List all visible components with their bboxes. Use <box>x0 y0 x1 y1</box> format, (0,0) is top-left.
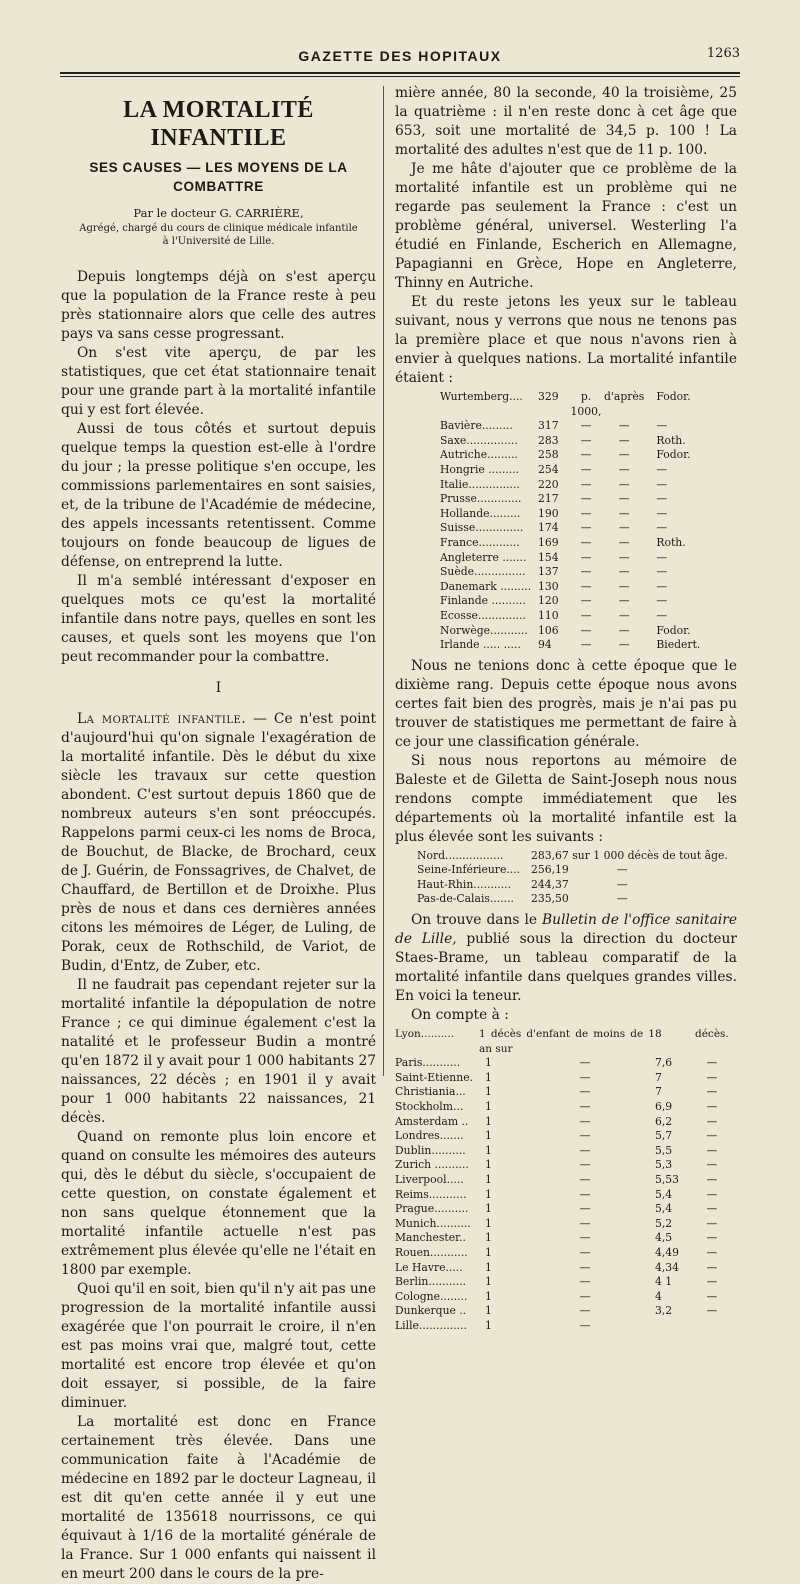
ratio-value: 5,4 <box>655 1187 673 1201</box>
table-cell: 1 <box>485 1129 492 1143</box>
table-cell: — <box>580 433 592 447</box>
table-cell: — <box>579 1187 591 1201</box>
city-name: Le Havre..... <box>395 1260 463 1274</box>
table-cell: — <box>618 492 630 506</box>
bulletin-title: Bulletin de l'office sanitaire de Lille, <box>395 912 737 948</box>
table-cell: — <box>706 1275 718 1289</box>
paragraph: Il m'a semblé intéressant d'exposer en quelques mots ce qu'est la mortalité infantile dans notre pays, quelles en sont les causes, et quels sont les moyens que l'on peut recommander pour la combattre. <box>61 573 376 665</box>
table-cell: 1 <box>485 1304 492 1318</box>
table-cell: — <box>579 1143 591 1157</box>
city-name: Prague.......... <box>395 1202 469 1216</box>
table-cell: 1 <box>485 1085 492 1099</box>
header-rule-thin <box>60 76 740 77</box>
table-row <box>395 1246 729 1261</box>
ratio-value: 5,7 <box>655 1129 673 1143</box>
ratio-value: 6,2 <box>655 1114 673 1128</box>
table-row <box>395 1173 729 1188</box>
mortality-value: 254 <box>538 462 559 476</box>
section-heading: La mortalité infantile. <box>77 711 247 727</box>
country-name: Hongrie ......... <box>440 462 520 476</box>
table-row <box>395 551 736 566</box>
table-cell: — <box>706 1056 718 1070</box>
table-cell: — <box>580 550 592 564</box>
table-cell: — <box>618 462 630 476</box>
table-cell: — <box>706 1173 718 1186</box>
table-row <box>395 878 728 893</box>
table-row <box>395 594 736 609</box>
mortality-value: 130 <box>538 579 559 593</box>
table-cell: — <box>580 419 592 433</box>
affiliation-line-1: Agrégé, chargé du cours de clinique médicale infantile <box>79 223 358 234</box>
data-source: Roth. <box>656 535 686 549</box>
table-cell: — <box>579 1318 591 1332</box>
mortality-value: 244,37 — <box>531 877 628 891</box>
ratio-value: 5,53 <box>655 1173 680 1186</box>
table-cell: — <box>579 1173 591 1186</box>
mortality-value: 220 <box>538 477 559 491</box>
paragraph: Aussi de tous côtés et surtout depuis quelque temps la question est-elle à l'ordre du jour ; la presse politique s'en occupe, les commissions parlementaires en sont saisies, et, de la tribune de l'Académie de médecine, des appels incessants retentissent. Comme toujours on fonde beaucoup de ligues de défense, on entreprend la lutte. <box>61 421 376 570</box>
table-row <box>395 1129 729 1144</box>
country-name: Danemark ......... <box>440 579 532 593</box>
table-cell: — <box>618 535 630 549</box>
mortality-value: 317 <box>538 419 559 433</box>
table-cell: — <box>618 506 630 520</box>
ratio-value: 5,2 <box>655 1216 673 1230</box>
ratio-value: 6,9 <box>655 1100 673 1114</box>
paragraph: Nous ne tenions donc à cette époque que le dixième rang. Depuis cette époque nous avons certes fait bien des progrès, mais je n'ai pas pu trouver de statistiques me permettant de faire à ce jour une classification générale. <box>395 657 737 750</box>
table-cell: 1 <box>485 1318 492 1332</box>
city-name: Manchester.. <box>395 1231 466 1245</box>
ratio-value: 5,4 <box>655 1202 673 1216</box>
table-cell: — <box>579 1129 591 1143</box>
city-name: Munich.......... <box>395 1216 471 1230</box>
table-cell: — <box>706 1085 718 1099</box>
table-header-unit: décès. <box>695 1028 729 1041</box>
table-cell: — <box>706 1129 718 1143</box>
table-cell: 1 <box>485 1056 492 1070</box>
country-name: Autriche......... <box>440 448 518 462</box>
country-name: Prusse............. <box>440 492 522 506</box>
city-name: Paris........... <box>395 1056 461 1070</box>
table-cell: — <box>580 565 592 579</box>
mortality-value: 120 <box>538 594 559 608</box>
table-cell: 1 <box>485 1260 492 1274</box>
table-row <box>395 1261 729 1276</box>
table-cell: — <box>579 1275 591 1289</box>
mortality-value: 110 <box>538 608 559 622</box>
table-cell: — <box>580 521 592 535</box>
city-name: Saint-Etienne. <box>395 1070 474 1084</box>
table-row <box>395 580 736 595</box>
table-cell: — <box>579 1070 591 1084</box>
table-cell: — <box>706 1187 718 1201</box>
paragraph: Depuis longtemps déjà on s'est aperçu que la population de la France reste à peu près stationnaire alors que celle des autres pays va sans cesse progressant. <box>61 269 376 342</box>
data-source: — <box>656 521 668 535</box>
data-source: — <box>656 608 668 622</box>
table-cell: 1 <box>485 1275 492 1289</box>
table-cell: — <box>580 579 592 593</box>
table-row <box>395 1144 729 1159</box>
ratio-value: 7,6 <box>655 1056 673 1070</box>
table-row <box>395 521 736 536</box>
table-row <box>395 1158 729 1173</box>
paragraph: La mortalité est donc en France certainement très élevée. Dans une communication faite à l'Académie de médecine en 1892 par le docteur Lagneau, il est dit qu'en cette année il y eut une mortalité de 135618 nourrissons, ce qui équivaut à 1/16 de la mortalité générale de la France. Sur 1 000 enfants qui naissent il en meurt 200 dans le cours de la pre- <box>61 1414 376 1582</box>
table-row <box>395 1319 729 1334</box>
city-name: Rouen........... <box>395 1245 468 1259</box>
table-cell: — <box>580 462 592 476</box>
city-name: Liverpool..... <box>395 1173 464 1186</box>
table-row <box>395 849 728 864</box>
table-cell: — <box>580 448 592 462</box>
article-subtitle: SES CAUSES — LES MOYENS DE LA COMBATTRE <box>89 160 348 194</box>
table-row <box>395 434 736 449</box>
table-cell: — <box>706 1289 718 1303</box>
table-cell: — <box>706 1070 718 1084</box>
departments-mortality-table <box>395 849 728 907</box>
country-name: Bavière......... <box>440 419 513 433</box>
mortality-value: 256,19 — <box>531 863 628 877</box>
table-cell: Lyon.......... <box>395 1028 455 1041</box>
page-header <box>60 46 740 70</box>
page-number: 1263 <box>706 46 740 61</box>
data-source: — <box>656 579 668 593</box>
table-cell: 1 <box>485 1070 492 1084</box>
table-cell: 1 <box>485 1216 492 1230</box>
city-name: Dublin.......... <box>395 1143 466 1157</box>
data-source: Fodor. <box>656 390 691 403</box>
city-name: Berlin........... <box>395 1275 467 1289</box>
city-name: Amsterdam .. <box>395 1114 469 1128</box>
table-cell: — <box>618 521 630 535</box>
ratio-value: 4,34 <box>655 1260 680 1274</box>
table-cell: d'après <box>604 390 645 403</box>
table-cell: — <box>579 1085 591 1099</box>
table-cell: 1 <box>485 1187 492 1201</box>
data-source: — <box>656 506 668 520</box>
ratio-value: 4 1 <box>655 1275 673 1289</box>
table-header-value: 8 <box>655 1028 662 1041</box>
city-name: Christiania... <box>395 1085 466 1099</box>
table-cell: — <box>580 594 592 608</box>
affiliation-line-2: à l'Université de Lille. <box>162 236 275 247</box>
data-source: — <box>656 419 668 433</box>
city-name: Londres....... <box>395 1129 464 1143</box>
paragraph-continued: mière année, 80 la seconde, 40 la troisième, 25 la quatrième : il n'en reste donc à cet âge que 653, soit une mortalité de 34,5 p. 100 ! La mortalité des adultes n'est que de 11 p. 100. <box>395 85 737 158</box>
country-name: Norwège........... <box>440 623 528 637</box>
table-cell: — <box>579 1158 591 1172</box>
table-cell: — <box>706 1216 718 1230</box>
paragraph-section-start <box>61 710 376 976</box>
paragraph: Quoi qu'il en soit, bien qu'il n'y ait pas une progression de la mortalité infantile aussi exagérée que l'on pourrait le croire, il n'en est pas moins vrai que, malgré tout, cette mortalité est encore trop élevée et qu'on doit essayer, si possible, de la faire diminuer. <box>61 1281 376 1411</box>
table-cell: 1 <box>485 1289 492 1303</box>
table-row <box>395 1304 729 1319</box>
department-name: Pas-de-Calais....... <box>417 892 514 906</box>
table-cell: 1 <box>485 1245 492 1259</box>
table-row <box>395 892 728 907</box>
header-rule-thick <box>60 72 740 74</box>
city-name: Stockholm... <box>395 1100 464 1114</box>
ratio-value: 4 <box>655 1289 662 1303</box>
table-cell: — <box>579 1114 591 1128</box>
country-name: Irlande ..... ..... <box>440 638 521 652</box>
table-row <box>395 390 736 419</box>
ratio-value: 4,5 <box>655 1231 673 1245</box>
mortality-value: 217 <box>538 492 559 506</box>
table-row <box>395 1231 729 1246</box>
data-source: Roth. <box>656 433 686 447</box>
table-row <box>395 478 736 493</box>
table-cell: — <box>579 1231 591 1245</box>
table-cell: — <box>706 1158 718 1172</box>
country-name: Angleterre ....... <box>440 550 527 564</box>
table-row <box>395 1202 729 1217</box>
data-source: Fodor. <box>656 448 691 462</box>
table-cell: — <box>706 1100 718 1114</box>
table-cell: — <box>706 1202 718 1216</box>
table-cell: 1 <box>485 1158 492 1172</box>
table-cell <box>695 1319 729 1334</box>
ratio-value: 3,2 <box>655 1304 673 1318</box>
table-cell: — <box>706 1245 718 1259</box>
table-cell: — <box>706 1260 718 1274</box>
ratio-value <box>655 1319 695 1334</box>
data-source: — <box>656 462 668 476</box>
mortality-value: 94 <box>538 638 552 652</box>
table-cell: — <box>580 535 592 549</box>
table-cell: — <box>579 1216 591 1230</box>
countries-mortality-table <box>395 390 736 653</box>
article-byline: Par le docteur G. CARRIÈRE, <box>133 206 304 220</box>
mortality-value: 154 <box>538 550 559 564</box>
table-row <box>395 1071 729 1086</box>
mortality-value: 258 <box>538 448 559 462</box>
table-row <box>395 1188 729 1203</box>
paragraph: On compte à : <box>411 1007 509 1024</box>
table-row <box>395 448 736 463</box>
mortality-value: 235,50 — <box>531 892 628 906</box>
section-text: — Ce n'est point d'aujourd'hui qu'on signale l'exagération de la mortalité infantile. Dès le début du xixe siècle les travaux sur cette question abondent. C'est surtout depuis 1860 que de nombreux auteurs s'en sont préoccupés. Rappelons parmi ceux-ci les noms de Broca, de Bouchut, de Blacke, de Brochard, ceux de J. Guérin, de Fonssagrives, de Chalvet, de Chauffard, de Bertillon et de Droixhe. Plus près de nous et dans ces dernières années citons les mémoires de Léger, de Luling, de Porak, ceux de Rothschild, de Variot, de Budin, d'Entz, de Zuber, etc. <box>61 711 376 974</box>
table-row <box>395 1085 729 1100</box>
table-row <box>395 419 736 434</box>
city-name: Cologne........ <box>395 1289 468 1303</box>
cities-mortality-table <box>395 1027 729 1333</box>
table-row <box>395 1100 729 1115</box>
table-row <box>395 1217 729 1232</box>
data-source: — <box>656 550 668 564</box>
country-name: Ecosse.............. <box>440 608 526 622</box>
table-cell: 1 <box>485 1231 492 1245</box>
table-cell: — <box>618 638 630 652</box>
table-row <box>395 492 736 507</box>
department-name: Nord................. <box>417 848 504 862</box>
table-cell: 1 <box>485 1173 492 1186</box>
data-source: Fodor. <box>656 623 691 637</box>
table-cell: — <box>580 506 592 520</box>
paragraph: Quand on remonte plus loin encore et quand on consulte les mémoires des auteurs qui, dès le début du siècle, s'occupaient de cette question, on constate également et non sans quelque étonnement que la mortalité infantile actuelle n'est pas extrêmement plus élevée qu'elle ne l'était en 1800 par exemple. <box>61 1129 376 1278</box>
mortality-value: 106 <box>538 623 559 637</box>
table-row <box>395 1290 729 1305</box>
country-name: Hollande......... <box>440 506 521 520</box>
table-row <box>395 638 736 653</box>
table-cell: — <box>706 1114 718 1128</box>
table-cell: 1 <box>485 1114 492 1128</box>
country-name: France............ <box>440 535 520 549</box>
table-cell: — <box>618 565 630 579</box>
country-name: Finlande .......... <box>440 594 526 608</box>
table-cell: 1 <box>485 1202 492 1216</box>
paragraph: On s'est vite aperçu, de par les statistiques, que cet état stationnaire tenait pour une grande part à la mortalité infantile qui y est fort élevée. <box>61 345 376 418</box>
city-name: Zurich .......... <box>395 1158 469 1172</box>
table-cell: — <box>580 608 592 622</box>
mortality-value: 169 <box>538 535 559 549</box>
department-name: Seine-Inférieure.... <box>417 863 521 877</box>
table-cell: — <box>579 1304 591 1318</box>
table-cell: — <box>706 1304 718 1318</box>
paragraph: Il ne faudrait pas cependant rejeter sur la mortalité infantile la dépopulation de notre France ; ce qui diminue également c'est la natalité et le professeur Budin a montré qu'en 1872 il y avait pour 1 000 habitants 27 naissances, 22 décès ; en 1901 il y avait pour 1 000 habitants 22 naissances, 21 décès. <box>61 977 376 1126</box>
table-cell: — <box>618 419 630 433</box>
table-cell: — <box>618 550 630 564</box>
city-name: Lille.............. <box>395 1318 467 1332</box>
table-cell: — <box>618 433 630 447</box>
country-name: Suisse.............. <box>440 521 524 535</box>
table-row <box>395 863 728 878</box>
mortality-value: 174 <box>538 521 559 535</box>
data-source: — <box>656 594 668 608</box>
paragraph: Et du reste jetons les yeux sur le tableau suivant, nous y verrons que nous ne tenons pas la première place et que nous n'avons rien à envier à quelques nations. La mortalité infantile étaient : <box>395 294 737 386</box>
mortality-value: 137 <box>538 565 559 579</box>
table-row <box>395 1115 729 1130</box>
ratio-value: 7 <box>655 1070 662 1084</box>
ratio-value: 5,5 <box>655 1143 673 1157</box>
table-cell: — <box>579 1056 591 1070</box>
table-cell: — <box>580 638 592 652</box>
article-title: LA MORTALITÉ INFANTILE <box>123 97 314 151</box>
table-cell: — <box>706 1143 718 1157</box>
country-name: Wurtemberg.... <box>440 390 523 403</box>
paragraph <box>395 911 737 1006</box>
table-cell: 1 <box>485 1143 492 1157</box>
paragraph: Je me hâte d'ajouter que ce problème de la mortalité infantile est un problème qui ne regarde pas seulement la France : c'est un problème général, universel. Westerling l'a étudié en Finlande, Escherich en Allemagne, Papagianni en Grèce, Hope en Angleterre, Thinny en Autriche. <box>395 161 737 291</box>
text-run: On trouve dans le <box>411 912 543 929</box>
table-cell: — <box>579 1202 591 1216</box>
table-row <box>395 609 736 624</box>
table-cell: — <box>618 623 630 637</box>
cities-table-header <box>395 1027 729 1056</box>
city-name: Dunkerque .. <box>395 1304 467 1318</box>
mortality-value: 283,67 sur 1 000 décès de tout âge. <box>531 848 728 862</box>
right-column <box>395 84 737 1338</box>
text-run: publié sous la direction du docteur Staes-Brame, un tableau comparatif de la mortalité infantile dans quelques grandes villes. En voici la teneur. <box>395 931 738 1005</box>
ratio-value: 5,3 <box>655 1158 673 1172</box>
table-cell: — <box>579 1245 591 1259</box>
table-row <box>395 1056 729 1071</box>
table-cell: — <box>580 492 592 506</box>
table-cell: — <box>579 1260 591 1274</box>
country-name: Suède............... <box>440 565 526 579</box>
ratio-value: 4,49 <box>655 1245 680 1259</box>
data-source: Biedert. <box>656 638 701 652</box>
table-row <box>395 624 736 639</box>
city-name: Reims........... <box>395 1187 467 1201</box>
data-source: — <box>656 477 668 491</box>
table-cell: — <box>580 477 592 491</box>
paragraph: Si nous nous reportons au mémoire de Baleste et de Giletta de Saint-Joseph nous nous rendons compte immédiatement que les départements où la mortalité infantile est la plus élevée sont les suivants : <box>395 752 737 845</box>
data-source: — <box>656 565 668 579</box>
table-cell: — <box>618 579 630 593</box>
section-number: I <box>215 680 222 696</box>
table-cell: — <box>706 1231 718 1245</box>
table-cell: — <box>580 623 592 637</box>
table-cell: — <box>579 1289 591 1303</box>
table-cell: — <box>618 594 630 608</box>
journal-title: GAZETTE DES HOPITAUX <box>298 48 502 64</box>
country-name: Italie............... <box>440 477 520 491</box>
table-row <box>395 1275 729 1290</box>
table-header-label: 1 décès d'enfant de moins de 1 an sur <box>479 1028 655 1055</box>
table-row <box>395 507 736 522</box>
column-separator <box>383 86 384 1076</box>
table-row <box>395 565 736 580</box>
table-cell: — <box>618 448 630 462</box>
country-name: Saxe............... <box>440 433 518 447</box>
table-row <box>395 463 736 478</box>
table-cell: — <box>579 1100 591 1114</box>
author-affiliation <box>61 222 376 248</box>
mortality-value: 190 <box>538 506 559 520</box>
ratio-value: 7 <box>655 1085 662 1099</box>
table-cell: — <box>618 477 630 491</box>
table-cell: — <box>618 608 630 622</box>
data-source: — <box>656 492 668 506</box>
mortality-value: 329 <box>538 390 559 403</box>
department-name: Haut-Rhin........... <box>417 877 512 891</box>
left-column <box>61 84 376 1584</box>
table-row <box>395 536 736 551</box>
mortality-value: 283 <box>538 433 559 447</box>
table-cell: 1 <box>485 1100 492 1114</box>
table-cell: p. 1000, <box>570 390 602 418</box>
